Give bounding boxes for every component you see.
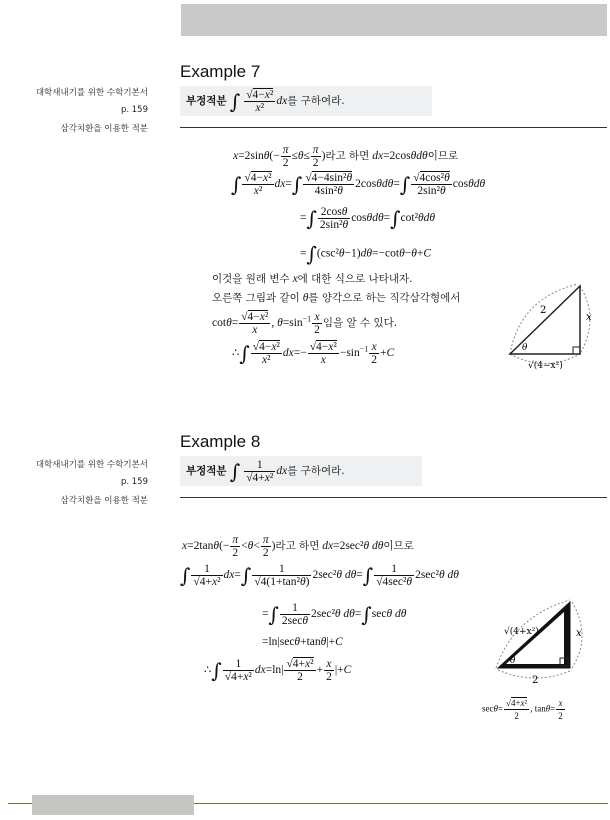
tri-angle-label: θ bbox=[510, 656, 516, 666]
sidebar-info-2 bbox=[0, 458, 148, 508]
tri-opp-label: x bbox=[586, 312, 592, 323]
ex8-triangle-diagram bbox=[494, 596, 606, 688]
tri-opp-label: x bbox=[576, 628, 582, 639]
sidebar-info-1 bbox=[0, 86, 148, 136]
ex8-line-3: =∫ 1 2secθ 2sec²θ dθ=∫secθ dθ bbox=[262, 602, 407, 627]
tri-adj-label: √(4−x²) bbox=[528, 361, 563, 370]
example-7-problem: 부정적분 ∫ $\frac{\text{√4−x²}}{\text{x²}}$ dx를 구하여라. bbox=[180, 86, 432, 116]
ex8-line-2: ∫ $\frac{1}{\text{√4+x²}}$ dx=∫ $\frac{1}{\text{√4(1+tan²θ)}}$ 2sec²θ dθ=∫ 1 √4sec²θ 2sec²θ dθ bbox=[180, 563, 459, 588]
book-title: 대학새내기를 위한 수학기본서 bbox=[35, 460, 148, 470]
page-number: p. 159 bbox=[120, 477, 148, 487]
topic-label: 삼각치환을 이용한 적분 bbox=[60, 124, 148, 134]
triangle bbox=[510, 286, 580, 354]
tri-hyp-label: √(4+x²) bbox=[504, 627, 539, 637]
page-number: p. 159 bbox=[120, 105, 148, 115]
tri-angle-label: θ bbox=[522, 343, 528, 353]
ex7-result: ∴∫ $\frac{\text{√4−x²}}{\text{x²}}$ dx=− $\frac{\text{√4−x²}}{x}$ $-\sin^{-1}$ $\frac{x}{2}$ +C bbox=[232, 341, 395, 366]
header-bar bbox=[181, 4, 607, 36]
example-7-rule bbox=[180, 127, 607, 128]
example-8-title: Example 8 bbox=[180, 432, 261, 451]
topic-label: 삼각치환을 이용한 적분 bbox=[60, 496, 148, 506]
ex7-triangle-diagram bbox=[500, 278, 605, 370]
ex7-line-1: x=2sinθ(− $\frac{\pi}{2}$ ≤θ≤ $\frac{\pi}{2}$ )라고 하면 dx=2cosθdθ이므로 bbox=[233, 144, 459, 169]
footer-bar bbox=[32, 795, 194, 815]
ex8-result: ∴∫ $\frac{1}{\text{√4+x²}}$ dx=ln| $\frac{\text{√4+x²}}{2}$ + $\frac{x}{2}$ |+C bbox=[204, 658, 352, 683]
example-7-title: Example 7 bbox=[180, 62, 261, 81]
ex7-text-2: 오른쪽 그림과 같이 θ를 양각으로 하는 직각삼각형에서 bbox=[212, 292, 461, 304]
tri-adj-label: 2 bbox=[532, 675, 539, 686]
tri-hyp-label: 2 bbox=[540, 305, 547, 316]
ex8-line-1: x=2tanθ(− $\frac{\pi}{2}$ <θ< $\frac{\pi}{2}$ )라고 하면 dx=2sec²θ dθ이므로 bbox=[182, 534, 414, 559]
example-8-rule bbox=[180, 497, 607, 498]
ex8-line-4: =ln|secθ+tanθ|+C bbox=[262, 636, 343, 648]
ex7-line-4: =∫(csc²θ−1)dθ=−cotθ−θ+C bbox=[300, 242, 432, 266]
ex7-text-3: cotθ= $\frac{\text{√4−x²}}{x}$ , $\theta=\sin^{-1}$ $\frac{x}{2}$ 임을 알 수 있다. bbox=[212, 311, 398, 336]
example-8-problem: 부정적분 ∫ $\frac{1}{\text{√4+x²}}$ dx를 구하여라. bbox=[180, 456, 422, 486]
ex8-trig-values: secθ= $\frac{\text{√4+x²}}{2}$ , tanθ= $\frac{x}{2}$ bbox=[482, 698, 563, 721]
right-angle bbox=[573, 347, 580, 354]
ex7-line-2: ∫ $\frac{\text{√4−x²}}{\text{x²}}$ dx=∫ $\frac{\text{√4−4sin²θ}}{\text{4sin²θ}}$ 2cosθdθ=∫ $\frac{\text{√4cos²θ}}{\text{2sin²θ}}$ cosθdθ bbox=[231, 172, 486, 197]
book-title: 대학새내기를 위한 수학기본서 bbox=[35, 88, 148, 98]
ex7-line-3: =∫ $\frac{2\cos\theta}{\text{2sin²θ}}$ cosθdθ=∫cot²θdθ bbox=[300, 206, 436, 231]
ex7-text-1: 이것을 원래 변수 x에 대한 식으로 나타내자. bbox=[212, 273, 413, 285]
